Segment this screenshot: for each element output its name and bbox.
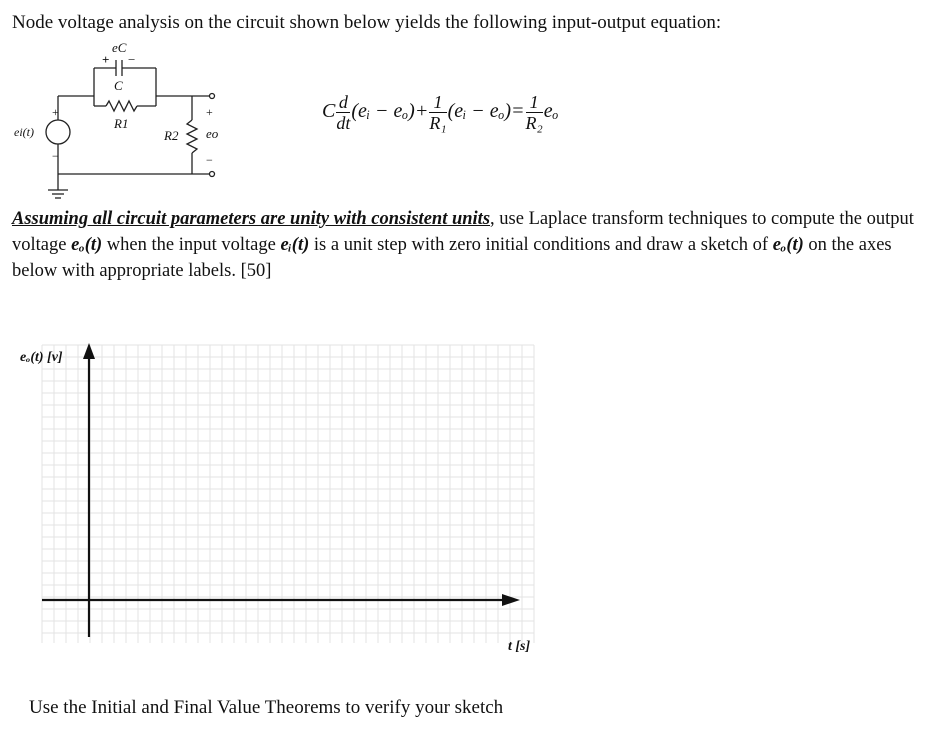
output-minus: − (206, 153, 213, 167)
footer-instruction: Use the Initial and Final Value Theorems to verify your sketch (29, 697, 504, 718)
resistor-r2 (187, 120, 197, 153)
graph-grid (42, 345, 534, 643)
eq-plus: + (414, 100, 429, 123)
intro-text: Node voltage analysis on the circuit shown below yields the following input-output equation: (12, 12, 722, 33)
output-plus: + (206, 105, 213, 119)
ei-label: ei(t) (14, 125, 34, 139)
problem-statement (12, 206, 937, 284)
resistor-r1 (106, 101, 137, 111)
problem-eo2: eₒ(t) (772, 235, 804, 255)
voltage-source-symbol (46, 120, 70, 144)
eq-frac-r2: $\frac{1}{\text{R₂}}$ (525, 92, 543, 133)
circuit-diagram (14, 40, 244, 205)
problem-points: [50] (240, 261, 272, 281)
input-output-equation (322, 92, 558, 133)
source-plus: + (52, 105, 59, 119)
capacitor-label: C (114, 78, 123, 93)
eq-c: C (322, 100, 336, 123)
sketch-axes (14, 325, 554, 655)
eq-frac-r1: $\frac{1}{\text{R₁}}$ (429, 92, 447, 133)
eq-derivative: $\frac{d}{dt}$ (336, 92, 351, 133)
problem-text4: on the axes below with appropriate labels. (12, 235, 892, 281)
x-axis-label: t [s] (508, 639, 531, 654)
eq-term2: (eᵢ − eₒ) (447, 100, 512, 123)
plus-sign: + (102, 52, 110, 67)
y-axis-label: eₒ(t) [v] (20, 350, 63, 365)
r1-label: R1 (114, 116, 129, 131)
problem-text1: , use Laplace transform techniques to compute the output voltage (12, 209, 914, 255)
problem-text3: is a unit step with zero initial conditions and draw a sketch of (309, 235, 773, 255)
problem-text2: when the input voltage (102, 235, 281, 255)
minus-sign: − (128, 52, 136, 67)
eo-label: eo (206, 126, 219, 141)
ec-label: eC (112, 40, 127, 55)
eq-term1: (eᵢ − eₒ) (351, 100, 415, 123)
source-minus: − (52, 149, 59, 163)
problem-eo: eₒ(t) (71, 235, 103, 255)
r2-label: R2 (164, 128, 179, 143)
problem-ei: eᵢ(t) (280, 235, 310, 255)
eq-equals: = (511, 100, 525, 123)
eq-rhs: eₒ (543, 100, 559, 123)
problem-lead: Assuming all circuit parameters are unity with consistent units (12, 209, 491, 229)
x-axis-arrow (502, 594, 520, 606)
